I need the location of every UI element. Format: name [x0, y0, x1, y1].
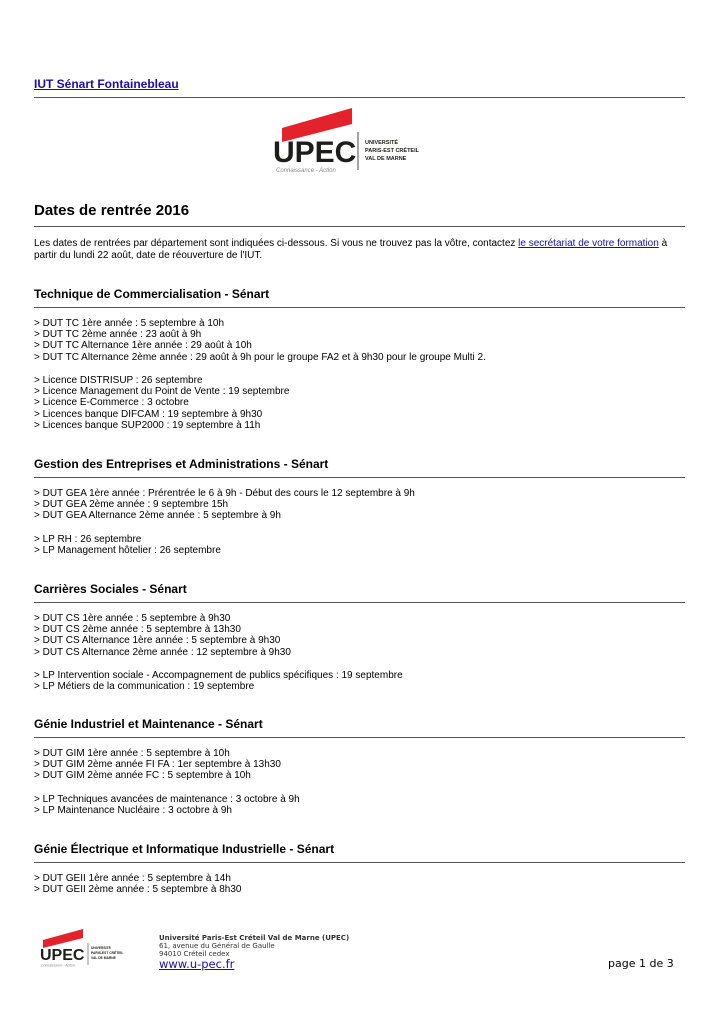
intro-paragraph	[34, 238, 685, 262]
footer-logo-line-1: UNIVERSITÉ	[91, 946, 111, 950]
date-list-item: > DUT GEA 1ère année : Prérentrée le 6 à 9h - Début des cours le 12 septembre à 9h	[34, 488, 415, 499]
section-title: Génie Électrique et Informatique Industrielle - Sénart	[34, 842, 335, 856]
date-list-item: > Licences banque DIFCAM : 19 septembre à 9h30	[34, 408, 263, 420]
date-list-item: > DUT CS Alternance 2ème année : 12 septembre à 9h30	[34, 646, 291, 658]
footer-logo-tagline: Connaissance - Action	[41, 963, 75, 968]
footer-address-line-1: 61, avenue du Général de Gaulle	[159, 942, 275, 951]
footer-logo-line-3: VAL DE MARNE	[91, 956, 116, 960]
footer-logo-wordmark: UPEC	[40, 947, 85, 964]
date-list-item: > DUT GIM 2ème année FI FA : 1er septembre à 13h30	[34, 759, 281, 771]
section-rule	[34, 602, 685, 603]
footer-address-line-2: 94010 Créteil cedex	[159, 950, 230, 959]
date-list	[34, 534, 221, 556]
logo-line-3: VAL DE MARNE	[365, 156, 407, 162]
section-rule	[34, 477, 685, 478]
page-title: Dates de rentrée 2016	[34, 202, 190, 219]
section-title: Carrières Sociales - Sénart	[34, 582, 187, 596]
secretariat-link[interactable]: le secrétariat de votre formation	[518, 238, 659, 249]
date-list-item: > LP Techniques avancées de maintenance : 3 octobre à 9h	[34, 793, 300, 805]
date-list-item: > Licence E-Commerce : 3 octobre	[34, 397, 189, 409]
date-list-item: > LP Management hôtelier : 26 septembre	[34, 544, 221, 556]
section-rule	[34, 862, 685, 863]
logo-line-1: UNIVERSITÉ	[365, 140, 399, 146]
date-list-item: > Licence DISTRISUP : 26 septembre	[34, 375, 203, 386]
page-number: page 1 de 3	[608, 957, 674, 970]
date-list	[34, 375, 289, 431]
date-list	[34, 670, 403, 692]
date-list-item: > LP Métiers de la communication : 19 septembre	[34, 681, 255, 693]
date-list	[34, 873, 241, 895]
date-list	[34, 794, 300, 816]
date-list	[34, 488, 415, 522]
date-list-item: > DUT GIM 2ème année FC : 5 septembre à 10h	[34, 770, 251, 782]
upec-logo	[272, 106, 432, 174]
header-rule	[34, 97, 685, 98]
date-list	[34, 748, 281, 782]
title-rule	[34, 226, 685, 227]
date-list-item: > DUT GIM 1ère année : 5 septembre à 10h	[34, 748, 230, 759]
footer-logo-line-2: PARIS-EST CRÉTEIL	[91, 951, 124, 955]
date-list-item: > DUT GEII 2ème année : 5 septembre à 8h30	[34, 884, 242, 896]
date-list-item: > DUT GEA Alternance 2ème année : 5 septembre à 9h	[34, 510, 281, 522]
footer-website-link[interactable]: www.u-pec.fr	[159, 957, 235, 971]
logo-wordmark: UPEC	[273, 136, 357, 169]
date-list-item: > DUT TC 1ère année : 5 septembre à 10h	[34, 318, 225, 329]
footer-org: Université Paris-Est Créteil Val de Marne (UPEC)	[159, 934, 350, 942]
footer-logo-red-band	[43, 929, 83, 948]
section-title: Génie Industriel et Maintenance - Sénart	[34, 717, 263, 731]
date-list-item: > Licence Management du Point de Vente : 19 septembre	[34, 386, 290, 398]
intro-text-start: Les dates de rentrées par département sont indiquées ci-dessous. Si vous ne trouvez pas la vôtre, contactez	[34, 238, 519, 249]
logo-tagline: Connaissance - Action	[276, 168, 336, 174]
date-list-item: > DUT TC Alternance 1ère année : 29 août à 10h	[34, 340, 252, 352]
section-rule	[34, 307, 685, 308]
date-list-item: > DUT GEII 1ère année : 5 septembre à 14h	[34, 873, 231, 884]
date-list-item: > DUT TC 2ème année : 23 août à 9h	[34, 329, 202, 341]
date-list-item: > DUT CS Alternance 1ère année : 5 septembre à 9h30	[34, 635, 281, 647]
intro-text-end: à partir du lundi 22 août, date de réouverture de l'IUT.	[34, 238, 668, 261]
date-list-item: > DUT TC Alternance 2ème année : 29 août à 9h pour le groupe FA2 et à 9h30 pour le groupe Multi 2.	[34, 351, 486, 363]
date-list-item: > LP RH : 26 septembre	[34, 533, 142, 545]
section-title: Technique de Commercialisation - Sénart	[34, 287, 270, 301]
logo-line-2: PARIS-EST CRÉTEIL	[365, 148, 419, 154]
footer-upec-logo	[39, 928, 133, 968]
date-list-item: > LP Maintenance Nucléaire : 3 octobre à 9h	[34, 804, 232, 816]
footer-address	[159, 934, 349, 959]
section-title: Gestion des Entreprises et Administrations - Sénart	[34, 457, 329, 471]
date-list-item: > DUT GEA 2ème année : 9 septembre 15h	[34, 499, 229, 511]
date-list-item: > LP Intervention sociale - Accompagnement de publics spécifiques : 19 septembre	[34, 670, 403, 681]
section-rule	[34, 737, 685, 738]
date-list	[34, 318, 486, 363]
date-list-item: > Licences banque SUP2000 : 19 septembre à 11h	[34, 419, 261, 431]
iut-senart-link[interactable]: IUT Sénart Fontainebleau	[34, 77, 179, 91]
date-list-item: > DUT CS 1ère année : 5 septembre à 9h30	[34, 613, 231, 624]
date-list	[34, 613, 291, 658]
date-list-item: > DUT CS 2ème année : 5 septembre à 13h30	[34, 624, 241, 636]
